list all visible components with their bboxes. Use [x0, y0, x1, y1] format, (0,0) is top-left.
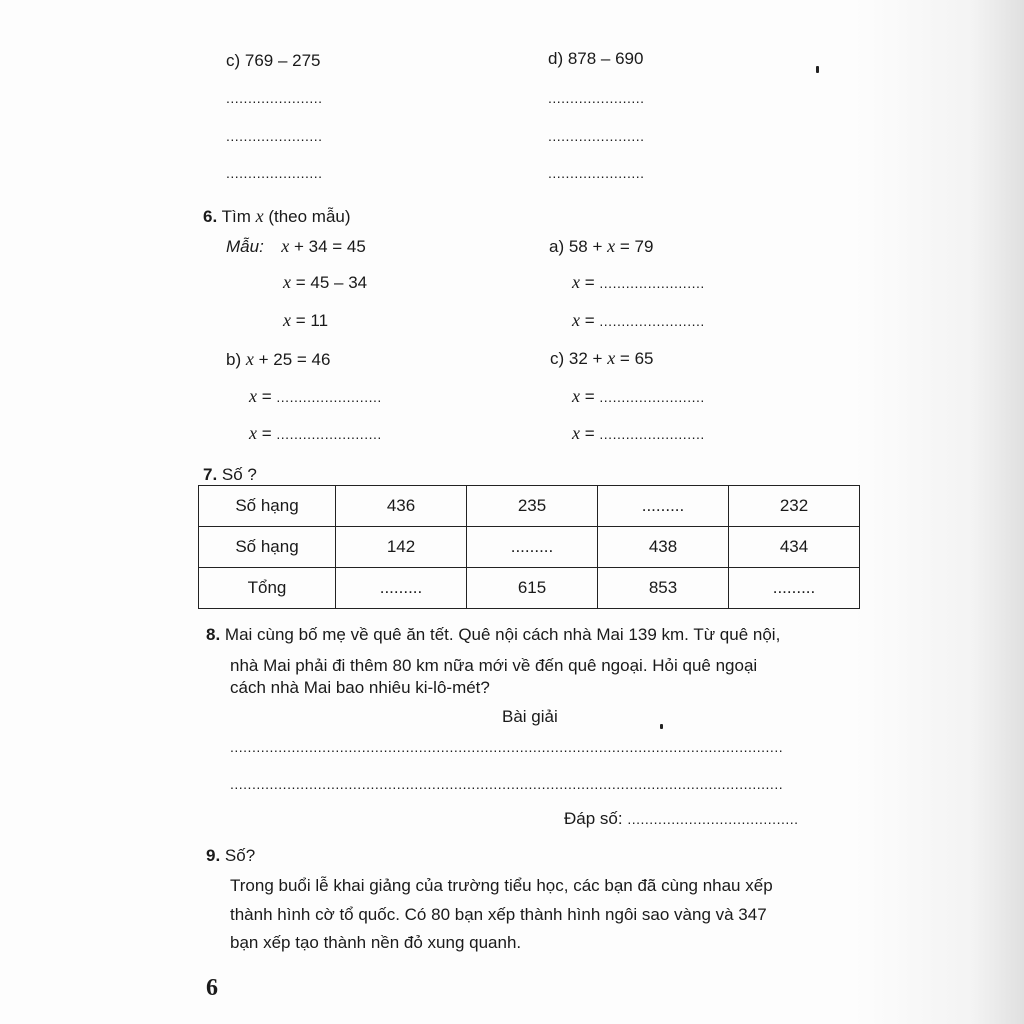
answer-line: Đáp số: .......................................	[564, 809, 799, 828]
ex5-d-answer-line-3: ......................	[548, 165, 645, 181]
solution-line-1: ..............................................................................................................................	[230, 739, 784, 755]
row-header: Số hạng	[199, 527, 336, 568]
table-cell: 434	[729, 527, 860, 568]
ex5-d-expression: d) 878 – 690	[548, 49, 644, 68]
ex8-line-3: cách nhà Mai bao nhiêu ki-lô-mét?	[230, 678, 490, 697]
ex7-title: 7. Số ?	[203, 465, 257, 484]
row-header: Tổng	[199, 568, 336, 609]
table-cell: 235	[467, 486, 598, 527]
ex5-c-answer-line-3: ......................	[226, 165, 323, 181]
table-cell: 853	[598, 568, 729, 609]
ex6-c-answer-1: x = ........................	[572, 386, 705, 406]
row-header: Số hạng	[199, 486, 336, 527]
ex5-d-answer-line-1: ......................	[548, 90, 645, 106]
table-cell: .........	[729, 568, 860, 609]
sum-table	[198, 485, 860, 609]
ex5-c-expression: c) 769 – 275	[226, 51, 321, 70]
table-cell: 436	[336, 486, 467, 527]
table-cell: 438	[598, 527, 729, 568]
sample-label: Mẫu:	[226, 237, 264, 256]
ex8-line-2: nhà Mai phải đi thêm 80 km nữa mới về đến quê ngoại. Hỏi quê ngoại	[230, 656, 758, 675]
ex6-b-equation: b) x + 25 = 46	[226, 349, 331, 369]
ex5-c-answer-line-2: ......................	[226, 128, 323, 144]
table-cell: .........	[598, 486, 729, 527]
ex6-b-answer-2: x = ........................	[249, 423, 382, 443]
ex6-sample-line-1: Mẫu: x + 34 = 45	[226, 236, 366, 256]
ink-speck	[816, 66, 819, 73]
ex6-sample-line-2: x = 45 – 34	[283, 272, 368, 292]
ex6-c-answer-2: x = ........................	[572, 423, 705, 443]
answer-label: Đáp số:	[564, 809, 623, 828]
table-row	[199, 568, 860, 609]
ex7-number: 7.	[203, 465, 218, 484]
table-row	[199, 486, 860, 527]
ink-speck	[660, 724, 663, 729]
table-row	[199, 527, 860, 568]
ex9-number: 9.	[206, 846, 221, 865]
solution-line-2: ..............................................................................................................................	[230, 776, 784, 792]
ex5-c-answer-line-1: ......................	[226, 90, 323, 106]
ex5-d-answer-line-2: ......................	[548, 128, 645, 144]
table-cell: 232	[729, 486, 860, 527]
ex9-line-3: bạn xếp tạo thành nền đỏ xung quanh.	[230, 933, 522, 952]
ex6-a-answer-2: x = ........................	[572, 310, 705, 330]
ex9-line-1: Trong buổi lễ khai giảng của trường tiểu học, các bạn đã cùng nhau xếp	[230, 876, 773, 895]
ex6-title: 6. Tìm x (theo mẫu)	[203, 206, 351, 226]
table-cell: .........	[336, 568, 467, 609]
ex9-line-2: thành hình cờ tổ quốc. Có 80 bạn xếp thành hình ngôi sao vàng và 347	[230, 905, 767, 924]
ex6-sample-line-3: x = 11	[283, 310, 329, 330]
ex6-number: 6.	[203, 207, 218, 226]
page-edge-shadow	[854, 0, 1024, 1024]
table-cell: .........	[467, 527, 598, 568]
table-cell: 615	[467, 568, 598, 609]
ex8-number: 8.	[206, 625, 221, 644]
ex6-a-answer-1: x = ........................	[572, 272, 705, 292]
table-cell: 142	[336, 527, 467, 568]
ex6-b-answer-1: x = ........................	[249, 386, 382, 406]
ex8-line-1: 8. Mai cùng bố mẹ về quê ăn tết. Quê nội cách nhà Mai 139 km. Từ quê nội,	[206, 625, 781, 644]
ex6-a-equation: a) 58 + x = 79	[549, 236, 654, 256]
ex6-c-equation: c) 32 + x = 65	[550, 348, 654, 368]
ex9-title: 9. Số?	[206, 846, 256, 865]
page-number: 6	[206, 975, 218, 1001]
solution-label: Bài giải	[502, 707, 558, 726]
